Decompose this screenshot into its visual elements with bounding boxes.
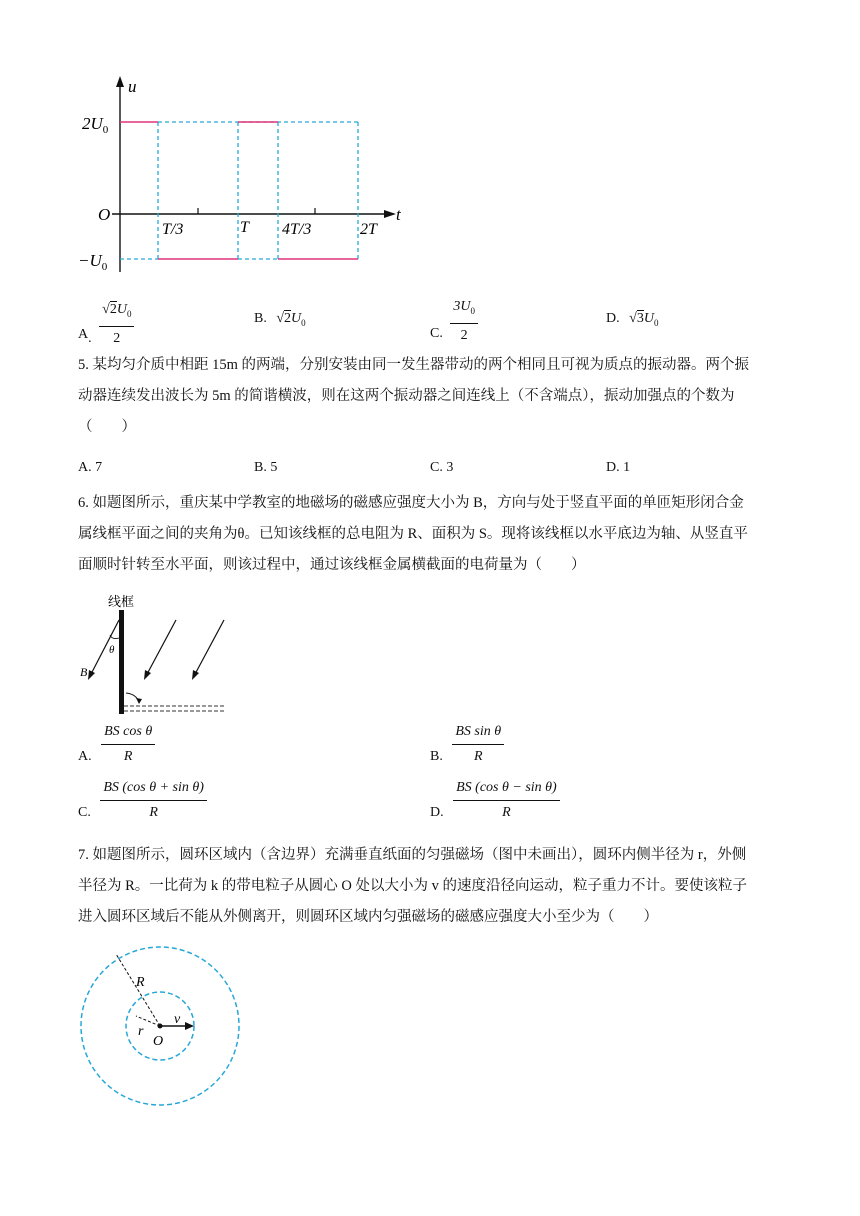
center-point xyxy=(158,1024,163,1029)
outer-radius-label: R xyxy=(136,975,145,990)
q4-option-a: A. $\frac{√2U_0}{2}$ xyxy=(78,300,134,349)
q5-line-1: 5. 某均匀介质中相距 15m 的两端，分别安装由同一发生器带动的两个相同且可视为质点的振动器。两个振 xyxy=(78,357,750,373)
b-field-label: B xyxy=(80,665,88,679)
q6-line-2: 属线框平面之间的夹角为θ。已知该线框的总电阻为 R、面积为 S。现将该线框以水平底边为轴、从竖直平 xyxy=(78,526,748,542)
x-tick-2t: 2T xyxy=(360,221,377,238)
y-axis-arrow xyxy=(116,76,124,87)
inner-radius-label: r xyxy=(138,1024,144,1039)
velocity-label: v xyxy=(174,1012,181,1027)
question-7 xyxy=(78,840,798,933)
origin-label: O xyxy=(98,205,111,224)
q7-line-1: 7. 如题图所示，圆环区域内（含边界）充满垂直纸面的匀强磁场（图中未画出），圆环内侧半径为 r，外侧 xyxy=(78,847,747,863)
q5-option-a: A. 7 xyxy=(78,460,103,475)
question-6 xyxy=(78,488,798,581)
y-axis-label: u xyxy=(128,77,137,96)
ring-field-figure xyxy=(78,944,248,1114)
square-wave xyxy=(120,122,358,259)
q4-option-c: C. $\frac{3U_0}{2}$ xyxy=(430,297,478,346)
x-axis-label: t xyxy=(396,205,401,224)
wire-frame-figure xyxy=(76,590,236,720)
frame-label: 线框 xyxy=(108,594,135,609)
q6-line-1: 6. 如题图所示，重庆某中学教室的地磁场的磁感应强度大小为 B，方向与处于竖直平面的单匝矩形闭合金 xyxy=(78,495,744,511)
q7-line-3: 进入圆环区域后不能从外侧离开，则圆环区域内匀强磁场的磁感应强度大小至少为（ ） xyxy=(78,909,658,925)
voltage-time-graph xyxy=(70,72,420,282)
q5-option-b: B. 5 xyxy=(254,460,278,475)
q6-option-c: C. $\frac{\text{BS (cos θ + sin θ)}}{R}$ xyxy=(78,778,207,823)
x-tick-t3: T/3 xyxy=(162,221,184,238)
x-axis-arrow xyxy=(384,210,396,218)
q4-option-b: B. $√2U_0$ xyxy=(254,311,306,328)
center-label: O xyxy=(153,1034,164,1049)
dashed-guides xyxy=(120,122,358,259)
y-tick-2u0: $2U_0$ xyxy=(82,114,109,136)
q4-option-d: D. $√3U_0$ xyxy=(606,311,659,328)
outer-radius-line xyxy=(116,954,160,1026)
question-5 xyxy=(78,350,798,443)
q6-option-a: A. $\frac{\text{BS cos θ}}{R}$ xyxy=(78,722,155,767)
q5-line-3: （ ） xyxy=(78,419,136,435)
vertical-frame xyxy=(119,610,124,714)
q6-option-b: B. $\frac{\text{BS sin θ}}{R}$ xyxy=(430,722,504,767)
theta-label: θ xyxy=(109,644,115,656)
q6-option-d: D. $\frac{\text{BS (cos θ − sin θ)}}{R}$ xyxy=(430,778,560,823)
x-tick-4t3: 4T/3 xyxy=(282,221,312,238)
q6-line-3: 面顺时针转至水平面，则该过程中，通过该线框金属横截面的电荷量为（ ） xyxy=(78,557,586,573)
q5-option-d: D. 1 xyxy=(606,460,631,475)
q5-line-2: 动器连续发出波长为 5m 的简谐横波，则在这两个振动器之间连线上（不含端点），振动加强点的个数为 xyxy=(78,388,735,404)
y-tick-neg-u0: $-U_0$ xyxy=(78,251,108,273)
x-tick-t: T xyxy=(240,219,249,236)
q5-option-c: C. 3 xyxy=(430,460,454,475)
q7-line-2: 半径为 R。一比荷为 k 的带电粒子从圆心 O 处以大小为 v 的速度沿径向运动，粒子重力不计。要使该粒子 xyxy=(78,878,748,894)
